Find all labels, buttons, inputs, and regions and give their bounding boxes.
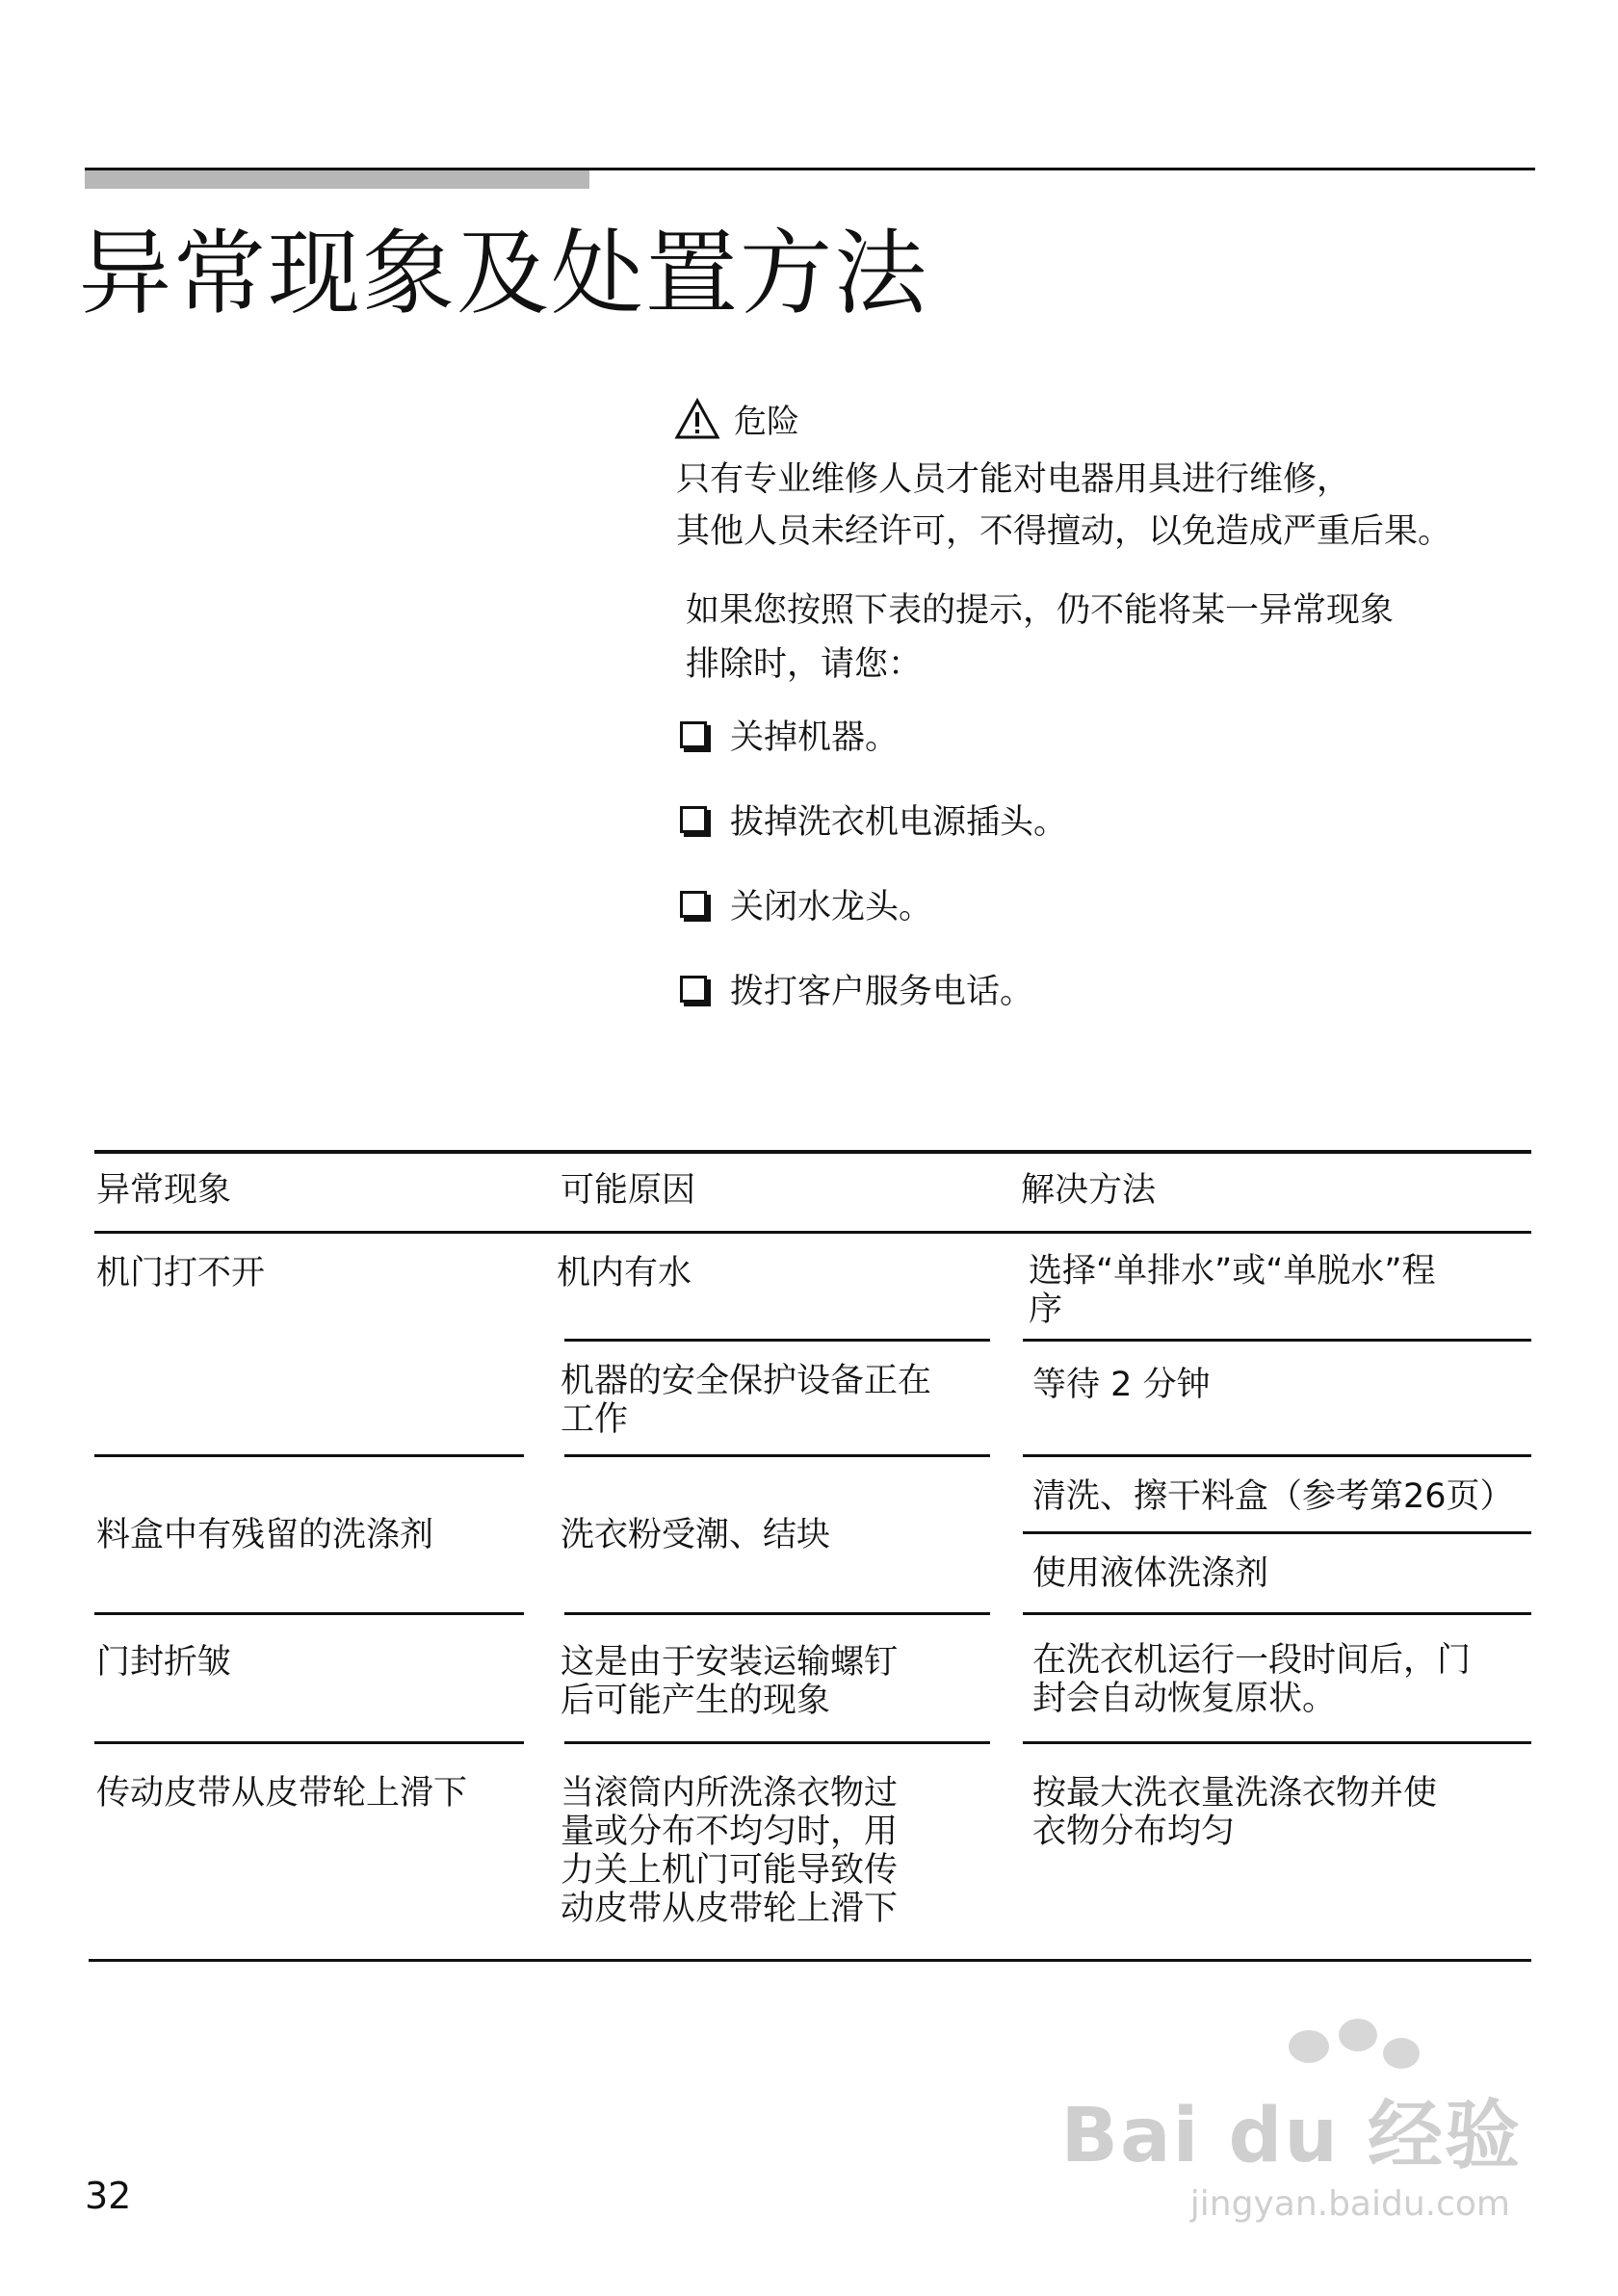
row-divider — [1023, 1339, 1531, 1342]
row-divider — [564, 1741, 990, 1744]
page-title: 异常现象及处置方法 — [79, 220, 928, 327]
step-text: 关闭水龙头。 — [730, 888, 933, 926]
paw-icon — [1383, 2038, 1420, 2069]
checkbox-icon — [680, 806, 707, 833]
symptom-cell: 料盒中有残留的洗涤剂 — [96, 1516, 434, 1554]
checkbox-icon — [680, 976, 707, 1003]
row-divider — [1023, 1531, 1531, 1534]
symptom-cell: 传动皮带从皮带轮上滑下 — [96, 1774, 468, 1813]
solution-cell-line: 按最大洗衣量洗涤衣物并使 — [1032, 1774, 1438, 1813]
page-number: 32 — [85, 2175, 132, 2217]
intro-line-2: 排除时，请您： — [686, 645, 923, 684]
cause-cell-line: 这是由于安装运输螺钉 — [561, 1643, 899, 1682]
list-item — [680, 965, 1033, 1013]
row-divider — [1023, 1612, 1531, 1615]
header-rule — [85, 168, 1535, 170]
list-item — [680, 711, 899, 759]
solution-cell-line: 衣物分布均匀 — [1032, 1813, 1236, 1851]
symptom-cell: 机门打不开 — [96, 1254, 266, 1292]
watermark-brand: Bai du 经验 — [1060, 2093, 1522, 2179]
table-top-rule — [94, 1150, 1531, 1154]
header-symptom: 异常现象 — [96, 1171, 232, 1210]
cause-cell: 机内有水 — [557, 1254, 692, 1292]
solution-cell-line: 选择“单排水”或“单脱水”程 — [1029, 1252, 1436, 1291]
step-text: 关掉机器。 — [730, 718, 900, 757]
checkbox-icon — [680, 891, 707, 918]
solution-cell-line: 序 — [1029, 1291, 1063, 1329]
solution-cell: 清洗、擦干料盒（参考第26页） — [1032, 1477, 1514, 1516]
table-bottom-rule — [89, 1959, 1531, 1962]
header-solution: 解决方法 — [1021, 1171, 1157, 1210]
row-divider — [94, 1454, 524, 1457]
warning-triangle-icon — [674, 398, 720, 440]
danger-line-1: 只有专业维修人员才能对电器用具进行维修， — [676, 460, 1351, 499]
paw-icon — [1339, 2019, 1377, 2051]
row-divider — [1023, 1741, 1531, 1744]
step-text: 拔掉洗衣机电源插头。 — [730, 803, 1068, 842]
cause-cell-line: 量或分布不均匀时，用 — [561, 1813, 899, 1851]
solution-cell: 使用液体洗涤剂 — [1032, 1554, 1269, 1593]
solution-cell: 等待 2 分钟 — [1032, 1366, 1211, 1404]
table-header-rule — [94, 1231, 1531, 1234]
row-divider — [94, 1741, 524, 1744]
step-text: 拨打客户服务电话。 — [730, 973, 1034, 1011]
watermark-url: jingyan.baidu.com — [1189, 2184, 1510, 2224]
cause-cell-line: 机器的安全保护设备正在 — [561, 1362, 932, 1400]
cause-cell-line: 动皮带从皮带轮上滑下 — [561, 1890, 899, 1928]
row-divider — [564, 1612, 990, 1615]
list-item — [680, 796, 1067, 844]
solution-cell-line: 在洗衣机运行一段时间后，门 — [1032, 1641, 1472, 1680]
header-cause: 可能原因 — [561, 1171, 696, 1210]
row-divider — [564, 1454, 990, 1457]
danger-line-2: 其他人员未经许可，不得擅动，以免造成严重后果。 — [676, 512, 1452, 551]
danger-heading — [674, 395, 799, 442]
cause-cell-line: 后可能产生的现象 — [561, 1682, 831, 1720]
solution-cell-line: 封会自动恢复原状。 — [1032, 1680, 1337, 1718]
cause-cell-line: 当滚筒内所洗涤衣物过 — [561, 1774, 899, 1813]
list-item — [680, 880, 932, 928]
cause-cell-line: 工作 — [561, 1400, 629, 1439]
row-divider — [564, 1339, 990, 1342]
header-gray-bar — [85, 168, 589, 189]
symptom-cell: 门封折皱 — [96, 1643, 232, 1682]
paw-icon — [1289, 2030, 1329, 2063]
checkbox-icon — [680, 721, 707, 748]
row-divider — [94, 1612, 524, 1615]
cause-cell: 洗衣粉受潮、结块 — [561, 1516, 831, 1554]
cause-cell-line: 力关上机门可能导致传 — [561, 1851, 899, 1890]
danger-label: 危险 — [734, 403, 799, 441]
intro-line-1: 如果您按照下表的提示，仍不能将某一异常现象 — [686, 591, 1395, 630]
row-divider — [1023, 1454, 1531, 1457]
